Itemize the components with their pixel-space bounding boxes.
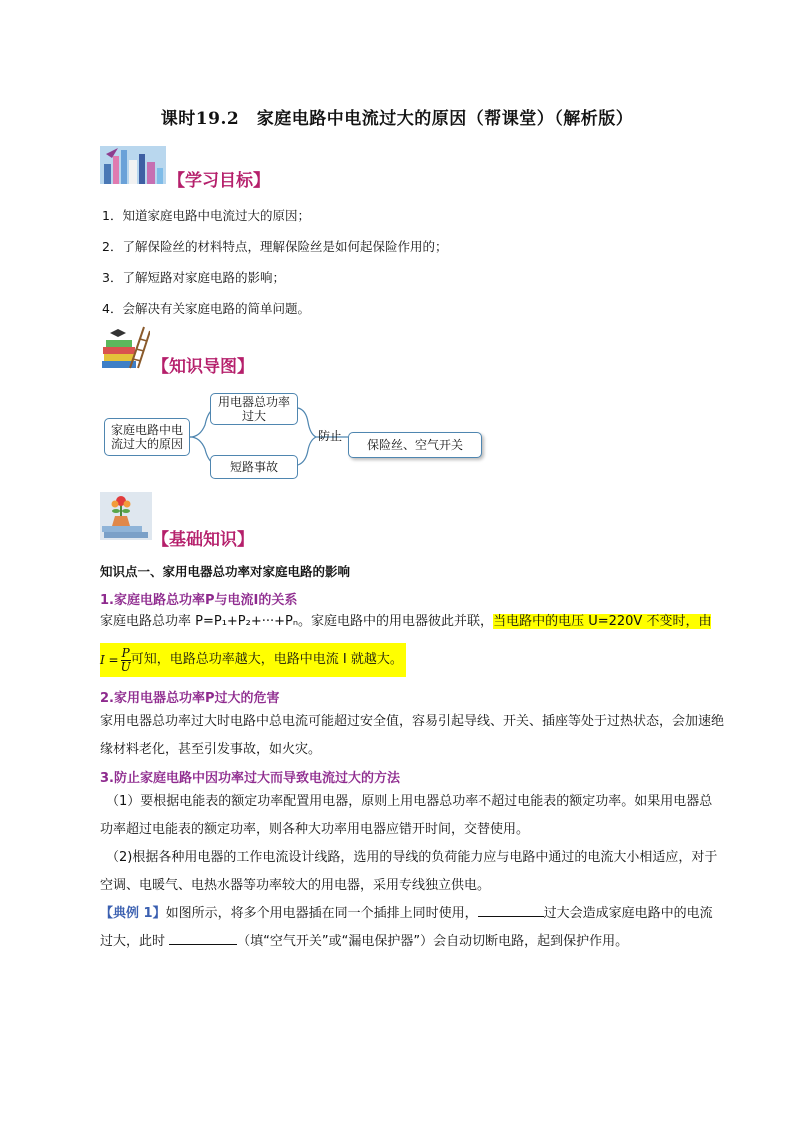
formula-fraction [121,647,131,674]
formula-numerator: P [121,645,130,660]
answer-blank-1[interactable] [478,902,544,917]
subheading-prevention: 3.防止家庭电路中因功率过大而导致电流过大的方法 [100,771,400,786]
example-text-a: 如图所示，将多个用电器插在同一个插排上同时使用， [165,906,478,921]
highlight-voltage: 当电路中的电压 U=220V 不变时，由 [493,614,712,629]
mindmap-root-node: 家庭电路中电流过大的原因 [104,418,190,456]
subheading-hazard: 2.家用电器总功率P过大的危害 [100,691,280,706]
section-heading-basics: 【基础知识】 [152,530,254,550]
objective-item: 3．了解短路对家庭电路的影响； [102,270,285,285]
page-title: 课时19.2 家庭电路中电流过大的原因（帮课堂）（解析版） [160,109,634,129]
mindmap-node-short-circuit: 短路事故 [210,455,298,479]
formula-denominator: U [120,659,131,674]
subheading-power-current: 1.家庭电路总功率P与电流I的关系 [100,593,298,608]
paragraph-hazard: 家用电器总功率过大时电路中总电流可能超过安全值，容易引起导线、开关、插座等处于过热状态，会加速绝缘材料老化，甚至引发事故，如火灾。 [100,714,725,757]
flower-pot-icon [100,492,152,540]
paragraph-prevention-1: （1）要根据电能表的额定功率配置用电器，原则上用电器总功率不超过电能表的额定功率。如果用电器总功率超过电能表的额定功率，则各种大功率用电器应错开时间，交替使用。 [100,794,713,837]
mindmap-node-total-power: 用电器总功率过大 [210,393,298,425]
text-total-power: 家庭电路总功率 P=P₁+P₂+···+Pₙ。家庭电路中的用电器彼此并联， [100,614,494,629]
objective-item: 2．了解保险丝的材料特点，理解保险丝是如何起保险作用的； [102,239,448,254]
highlight-conclusion: 可知，电路总功率越大，电路中电流 I 就越大。 [130,652,403,667]
example-text-c: （填“空气开关”或“漏电保护器”）会自动切断电路，起到保护作用。 [237,934,629,949]
mindmap-node-fuse-breaker: 保险丝、空气开关 [348,432,482,458]
objective-item: 4．会解决有关家庭电路的简单问题。 [102,301,310,316]
paragraph-power-current [100,608,725,636]
section-heading-mindmap: 【知识导图】 [152,357,254,377]
example-label: 【典例 1】 [100,906,166,921]
example-1 [100,900,725,956]
section-heading-objectives: 【学习目标】 [168,171,270,191]
example-text-b: 过大会造成家庭电路中的电流过大，此时 [100,906,713,949]
mindmap-label-prevent: 防止 [318,429,343,443]
answer-blank-2[interactable] [169,930,237,945]
formula-line [100,644,406,676]
paragraph-prevention-2: （2)根据各种用电器的工作电流设计线路，选用的导线的负荷能力应与电路中通过的电流大小相适应，对于空调、电暖气、电热水器等功率较大的用电器，采用专线独立供电。 [100,850,718,893]
formula-lhs: I = [100,653,119,667]
knowledge-point-heading: 知识点一、家用电器总功率对家庭电路的影响 [100,564,351,579]
objective-item: 1．知道家庭电路中电流过大的原因； [102,208,310,223]
